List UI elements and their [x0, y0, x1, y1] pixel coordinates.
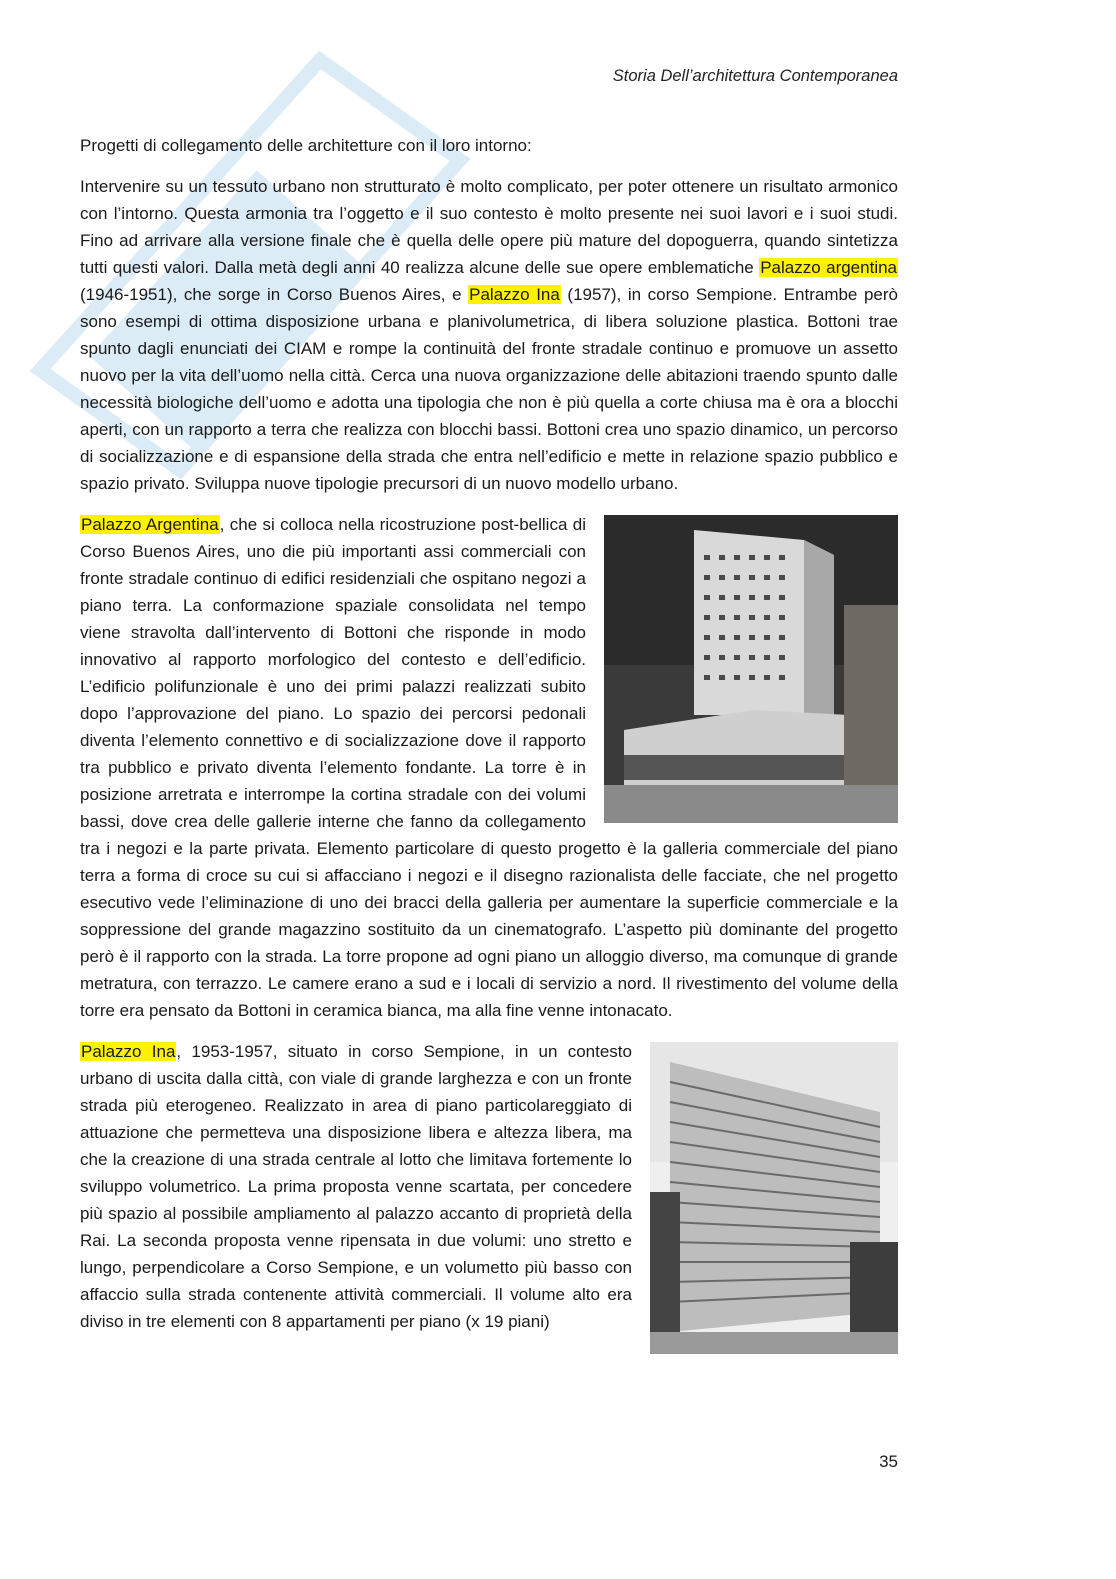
p2-text: , che si colloca nella ricostruzione post-bellica di Corso Buenos Aires, uno die più importanti assi commerciali con fronte stradale continuo di edifici residenziali che ospitano negozi a piano terra. La conformazione spaziale consolidata nel tempo viene stravolta dall’intervento di Bottoni che risponde in modo innovativo al rapporto morfologico del contesto e dell’edificio. L’edificio polifunzionale è uno dei primi palazzi realizzati subito dopo l’approvazione del piano. Lo spazio dei percorsi pedonali diventa l’elemento connettivo e di socializzazione dove il rapporto tra pubblico e privato diventa l’elemento fondante. La torre è in posizione arretrata e interrompe la cortina stradale con dei volumi bassi, dove crea delle gallerie interne che fanno da collegamento tra i negozi e la parte privata. Elemento particolare di questo progetto è la galleria commerciale del piano terra a forma di croce su cui si affacciano i negozi e il disegno razionalista delle facciate, che nel progetto esecutivo vede l’eliminazione di uno dei bracci della galleria per aumentare la superficie commerciale e la soppressione del grande magazzino sostituito da un cinematografo. L’aspetto più dominante del progetto però è il rapporto con la strada. La torre propone ad ogni piano un alloggio diverso, ma comunque di grande metratura, con terrazzo. Le camere erano a sud e i locali di servizio a nord. Il rivestimento del volume della torre era pensato da Bottoni in ceramica bianca, ma alla fine venne intonacato.	[80, 515, 898, 1020]
document-body	[80, 132, 898, 1360]
paragraph-intro	[80, 173, 898, 497]
paragraph-palazzo-argentina	[80, 511, 898, 1024]
p1-text-2: (1946-1951), che sorge in Corso Buenos Aires, e	[80, 285, 469, 304]
p3-text: , 1953-1957, situato in corso Sempione, in un contesto urbano di uscita dalla città, con viale di grande larghezza e con un fronte strada più eterogeneo. Realizzato in area di piano particolareggiato di attuazione che permetteva una disposizione libera e altezza libera, ma che la creazione di una strada centrale al lotto che limitava fortemente lo sviluppo volumetrico. La prima proposta venne scartata, per concedere più spazio al possibile ampliamento al palazzo accanto di proprietà della Rai. La seconda proposta venne ripensata in due volumi: uno stretto e lungo, perpendicolare a Corso Sempione, e un volumetto più basso con affaccio sulla strada contenente attività commerciali. Il volume alto era diviso in tre elementi con 8 appartamenti per piano (x 19 piani)	[80, 1042, 632, 1331]
p1-text-1: Intervenire su un tessuto urbano non strutturato è molto complicato, per poter ottenere un risultato armonico con l’intorno. Questa armonia tra l’oggetto e il suo contesto è molto presente nei suoi lavori e i suoi studi. Fino ad arrivare alla versione finale che è quella delle opere più mature del dopoguerra, quando sintetizza tutti questi valori. Dalla metà degli anni 40 realizza alcune delle sue opere emblematiche	[80, 177, 898, 277]
highlight-palazzo-argentina: Palazzo argentina	[760, 258, 898, 277]
photo-palazzo-argentina	[604, 515, 898, 823]
paragraph-palazzo-ina	[80, 1038, 898, 1335]
photo-palazzo-ina	[650, 1042, 898, 1354]
highlight-palazzo-ina-title: Palazzo Ina	[81, 1042, 176, 1061]
p1-text-3: (1957), in corso Sempione. Entrambe però sono esempi di ottima disposizione urbana e planivolumetrica, di libera soluzione plastica. Bottoni trae spunto dagli enunciati dei CIAM e rompe la continuità del fronte stradale continuo e promuove un assetto nuovo per la vita dell’uomo nella città. Cerca una nuova organizzazione delle abitazioni traendo spunto dalle necessità biologiche dell’uomo e adotta una tipologia che non è più quella a corte chiusa ma è ora a blocchi aperti, con un rapporto a terra che realizza con blocchi bassi. Bottoni crea uno spazio dinamico, un percorso di socializzazione e di espansione della strada che entra nell’edificio e mette in relazione spazio pubblico e spazio privato. Sviluppa nuove tipologie precursori di un nuovo modello urbano.	[80, 285, 898, 493]
running-header: Storia Dell’architettura Contemporanea	[612, 67, 898, 85]
highlight-palazzo-argentina-title: Palazzo Argentina	[81, 515, 219, 534]
intro-heading: Progetti di collegamento delle architetture con il loro intorno:	[80, 136, 532, 155]
highlight-palazzo-ina: Palazzo Ina	[469, 285, 560, 304]
page-number: 35	[879, 1452, 898, 1471]
